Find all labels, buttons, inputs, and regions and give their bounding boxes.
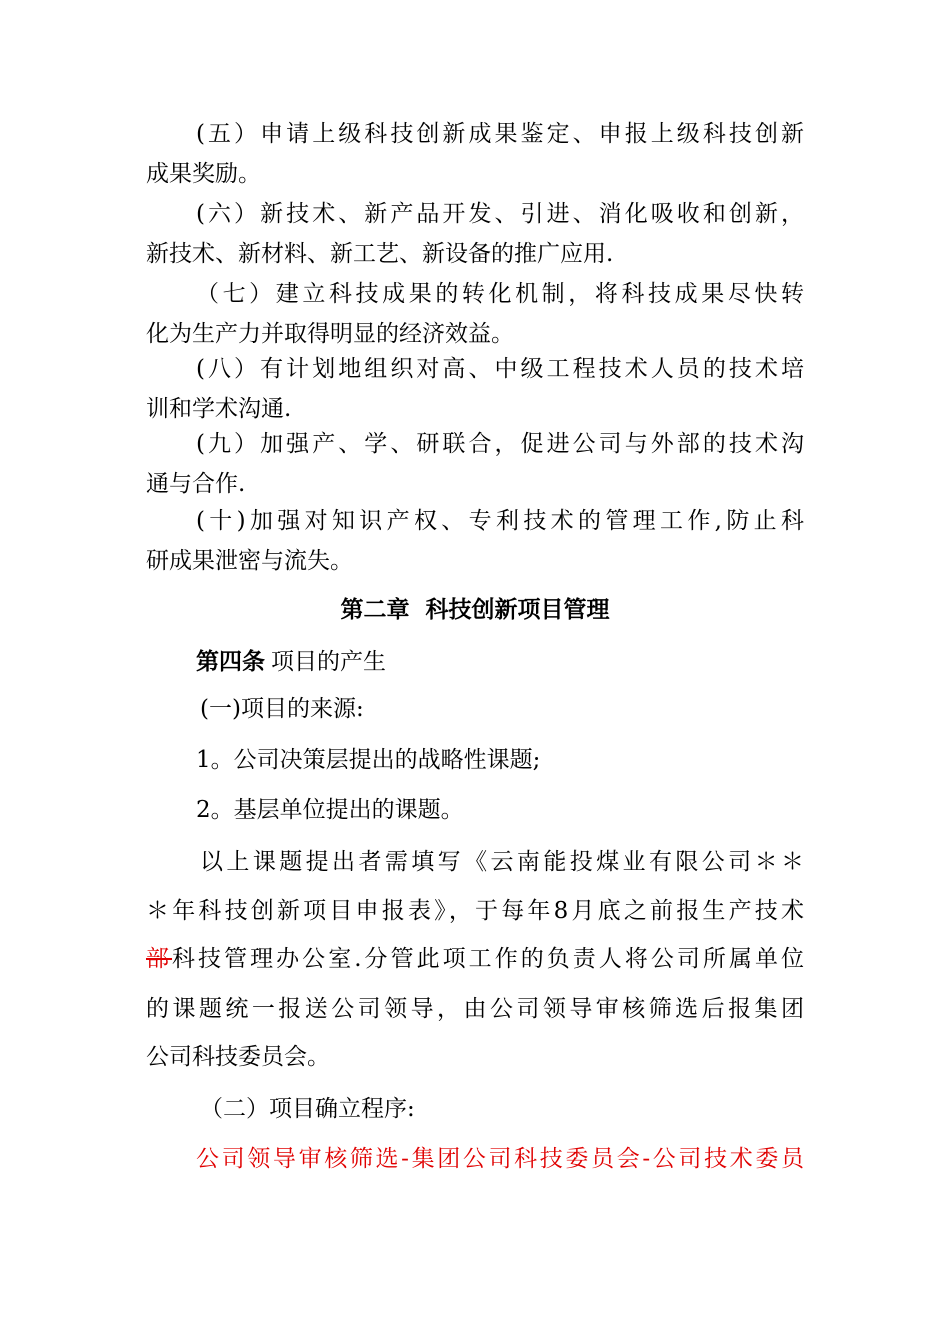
paragraph-6-line-1: (六）新技术、新产品开发、引进、消化吸收和创新， <box>196 201 804 227</box>
paragraph-6-line-2: 新技术、新材料、新工艺、新设备的推广应用. <box>146 241 614 267</box>
submission-line-3 <box>146 943 804 975</box>
paragraph-5-line-2: 成果奖励。 <box>146 161 261 187</box>
submission-line-5: 公司科技委员会。 <box>146 1044 330 1070</box>
sources-item-1: 1。公司决策层提出的战略性课题; <box>196 747 541 773</box>
submission-line-1: 以上课题提出者需填写《云南能投煤业有限公司＊＊ <box>200 849 804 875</box>
paragraph-9-line-1: (九）加强产、学、研联合，促进公司与外部的技术沟 <box>196 431 804 457</box>
article-4-heading <box>196 646 386 678</box>
paragraph-8-line-2: 训和学术沟通. <box>146 396 292 422</box>
chapter-title: 第二章 科技创新项目管理 <box>340 597 610 623</box>
article-4-title: 项目的产生 <box>271 649 386 675</box>
paragraph-9-line-2: 通与合作. <box>146 471 246 497</box>
sources-heading: (一)项目的来源: <box>200 696 364 722</box>
paragraph-10-line-1: (十)加强对知识产权、专利技术的管理工作,防止科 <box>196 508 804 534</box>
procedure-heading: （二）项目确立程序: <box>200 1096 415 1122</box>
article-4-label: 第四条 <box>196 649 265 675</box>
submission-line-3-text: 科技管理办公室.分管此项工作的负责人将公司所属单位 <box>172 946 805 972</box>
paragraph-5-line-1: (五）申请上级科技创新成果鉴定、申报上级科技创新 <box>196 121 804 147</box>
paragraph-7-line-1: （七）建立科技成果的转化机制，将科技成果尽快转 <box>196 281 804 307</box>
paragraph-7-line-2: 化为生产力并取得明显的经济效益。 <box>146 321 514 347</box>
deleted-text: 部 <box>146 946 173 972</box>
submission-line-2: ＊年科技创新项目申报表》，于每年8月底之前报生产技术 <box>146 898 804 924</box>
procedure-red-line: 公司领导审核筛选-集团公司科技委员会-公司技术委员 <box>196 1146 804 1172</box>
submission-line-4: 的课题统一报送公司领导，由公司领导审核筛选后报集团 <box>146 996 804 1022</box>
paragraph-8-line-1: (八）有计划地组织对高、中级工程技术人员的技术培 <box>196 356 804 382</box>
sources-item-2: 2。基层单位提出的课题。 <box>196 797 464 823</box>
paragraph-10-line-2: 研成果泄密与流失。 <box>146 548 353 574</box>
